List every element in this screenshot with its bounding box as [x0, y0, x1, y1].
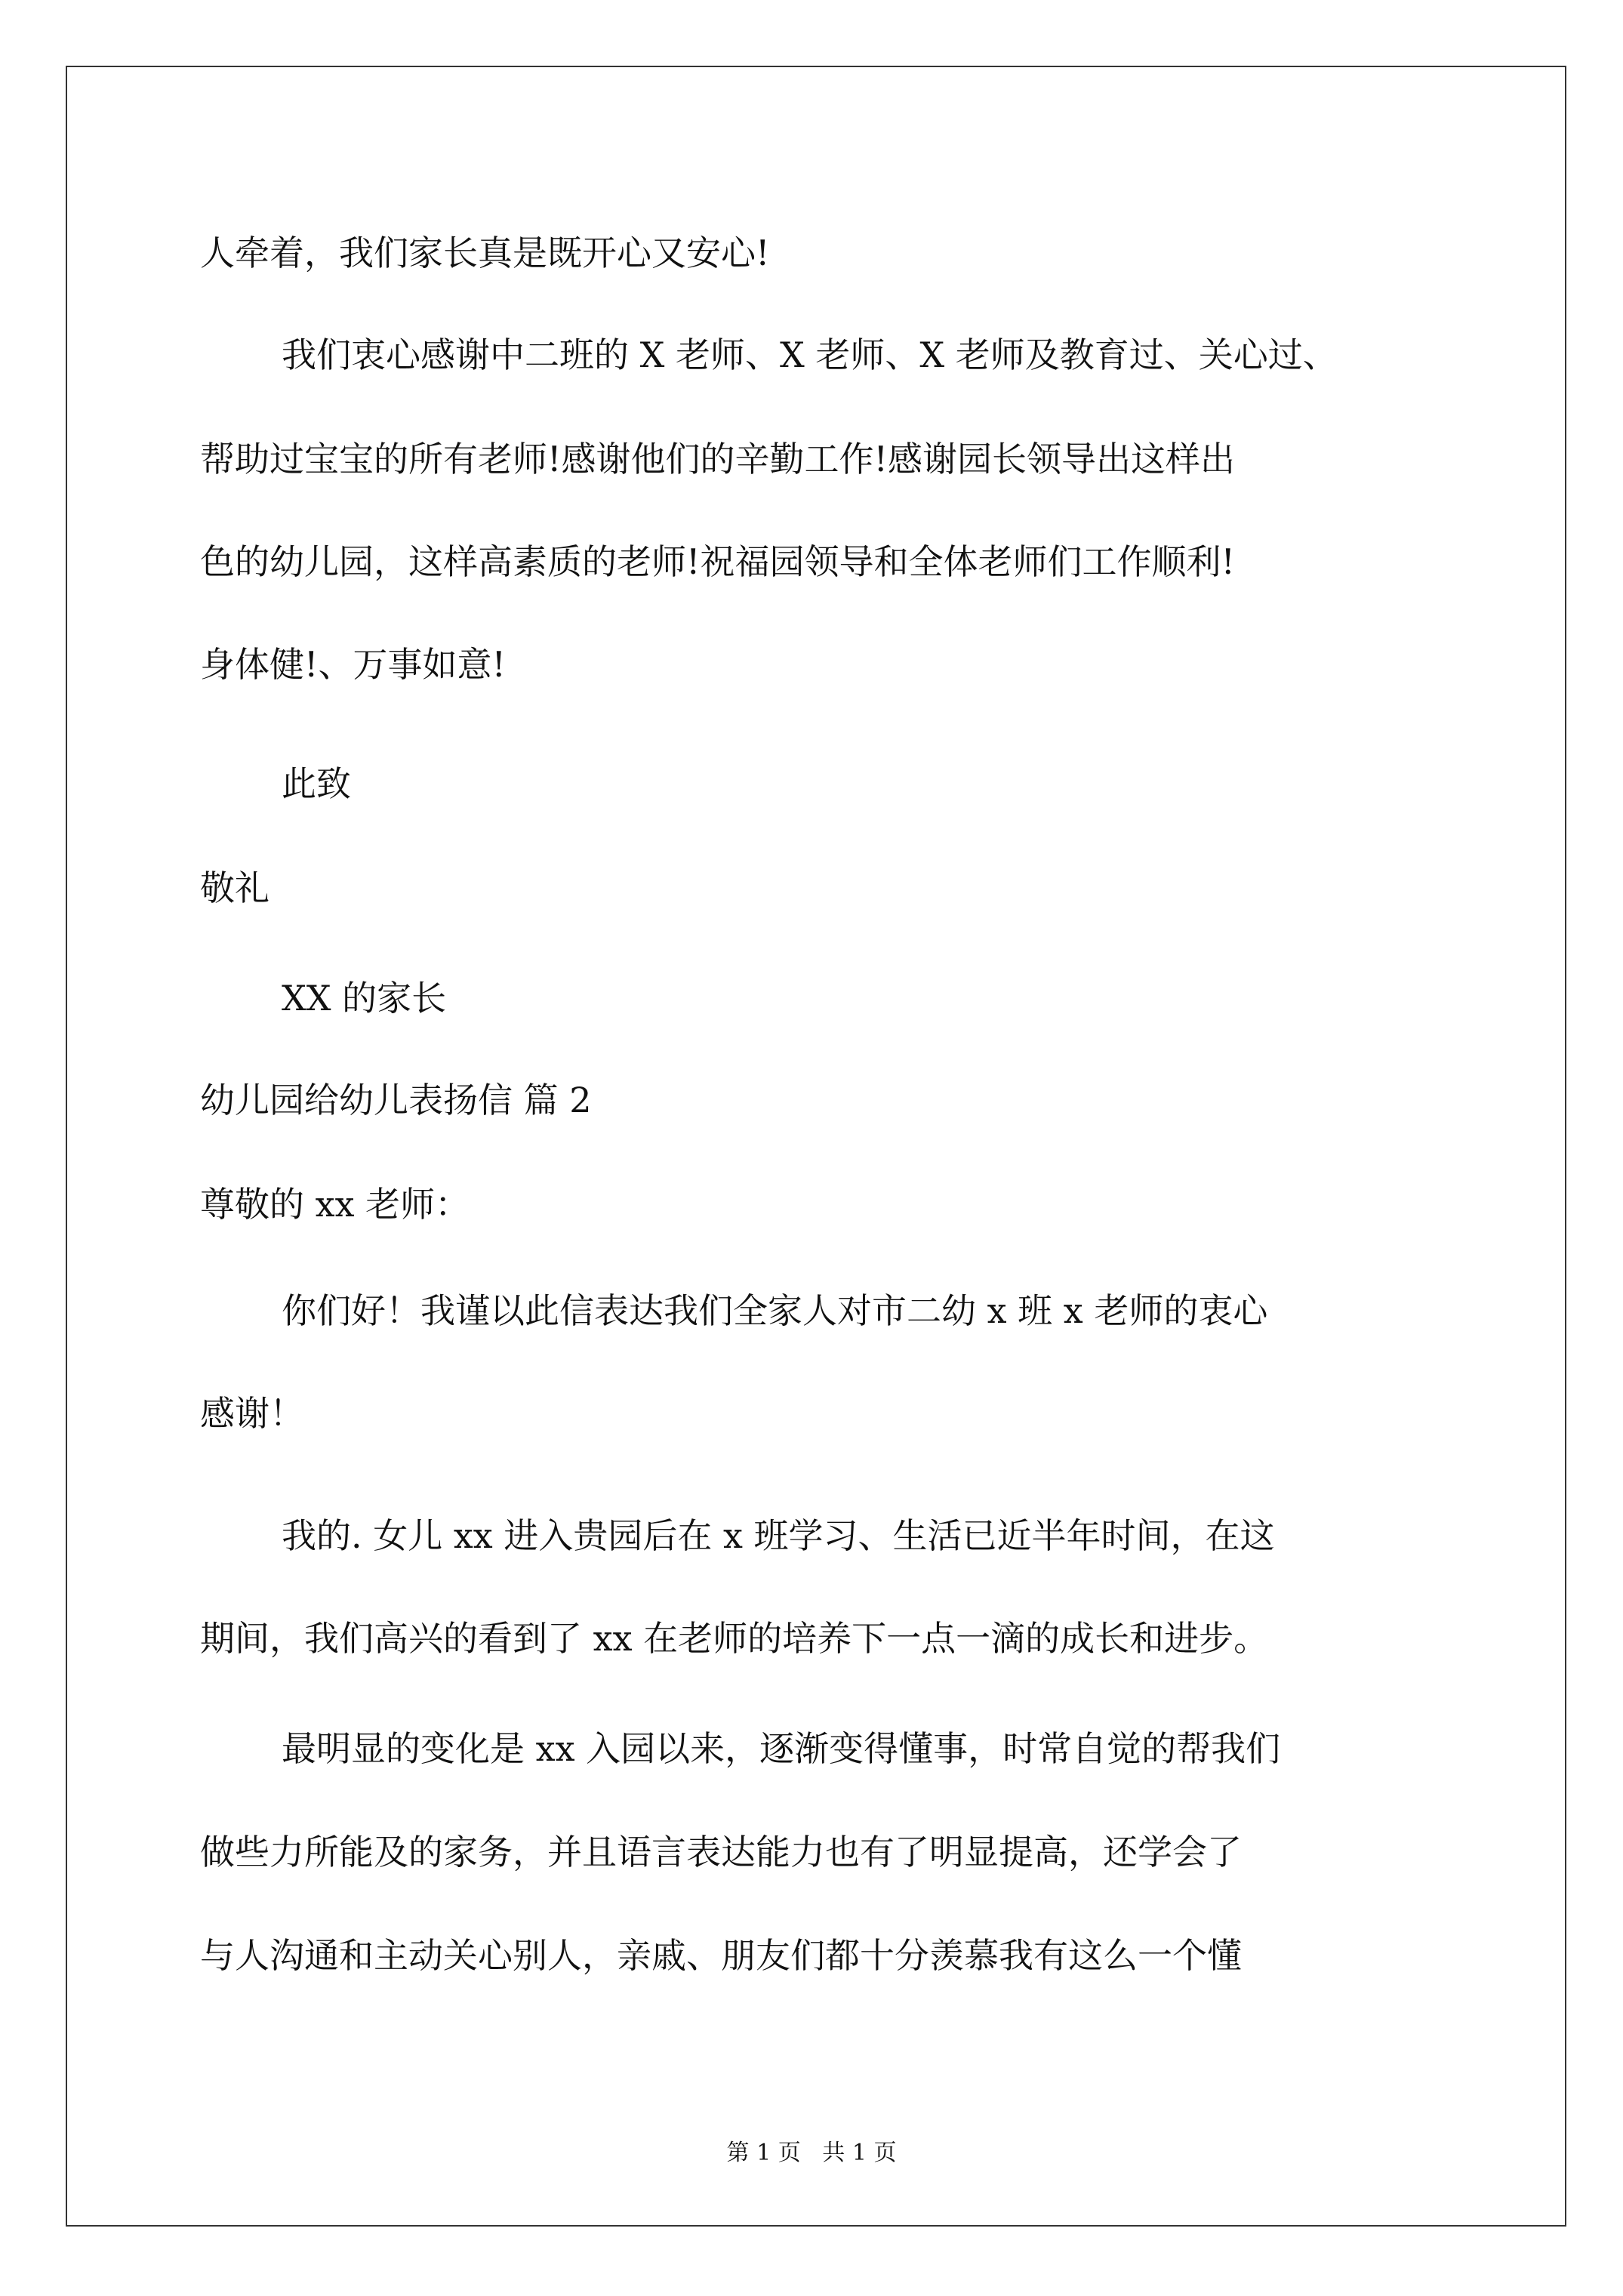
text-line: 身体健!、万事如意! [200, 644, 506, 685]
text-line: 人牵着，我们家长真是既开心又安心! [200, 233, 770, 273]
text-line: 你们好！我谨以此信表达我们全家人对市二幼 x 班 x 老师的衷心 [282, 1290, 1268, 1331]
signature: XX 的家长 [282, 978, 447, 1019]
text-line: 我的. 女儿 xx 进入贵园后在 x 班学习、生活已近半年时间，在这 [282, 1515, 1275, 1556]
greeting: 尊敬的 xx 老师： [200, 1184, 470, 1225]
text-line: 感谢！ [200, 1393, 304, 1434]
closing-phrase: 此致 [282, 763, 351, 804]
text-line: 我们衷心感谢中二班的 X 老师、X 老师、X 老师及教育过、关心过、 [282, 334, 1338, 375]
text-line: 与人沟通和主动关心别人，亲戚、朋友们都十分羡慕我有这么一个懂 [200, 1935, 1242, 1976]
page-border [66, 66, 1566, 2227]
page-number: 第 1 页 共 1 页 [726, 2140, 897, 2166]
text-line: 帮助过宝宝的所有老师!感谢他们的辛勤工作!感谢园长领导出这样出 [200, 439, 1235, 479]
section-title: 幼儿园给幼儿表扬信 篇 2 [200, 1080, 592, 1120]
closing-salutation: 敬礼 [200, 868, 269, 908]
text-line: 期间，我们高兴的看到了 xx 在老师的培养下一点一滴的成长和进步。 [200, 1618, 1269, 1659]
text-line: 最明显的变化是 xx 入园以来，逐渐变得懂事，时常自觉的帮我们 [282, 1728, 1281, 1769]
text-line: 色的幼儿园，这样高素质的老师!祝福园领导和全体老师们工作顺利! [200, 541, 1235, 582]
text-line: 做些力所能及的家务，并且语言表达能力也有了明显提高，还学会了 [200, 1832, 1242, 1872]
